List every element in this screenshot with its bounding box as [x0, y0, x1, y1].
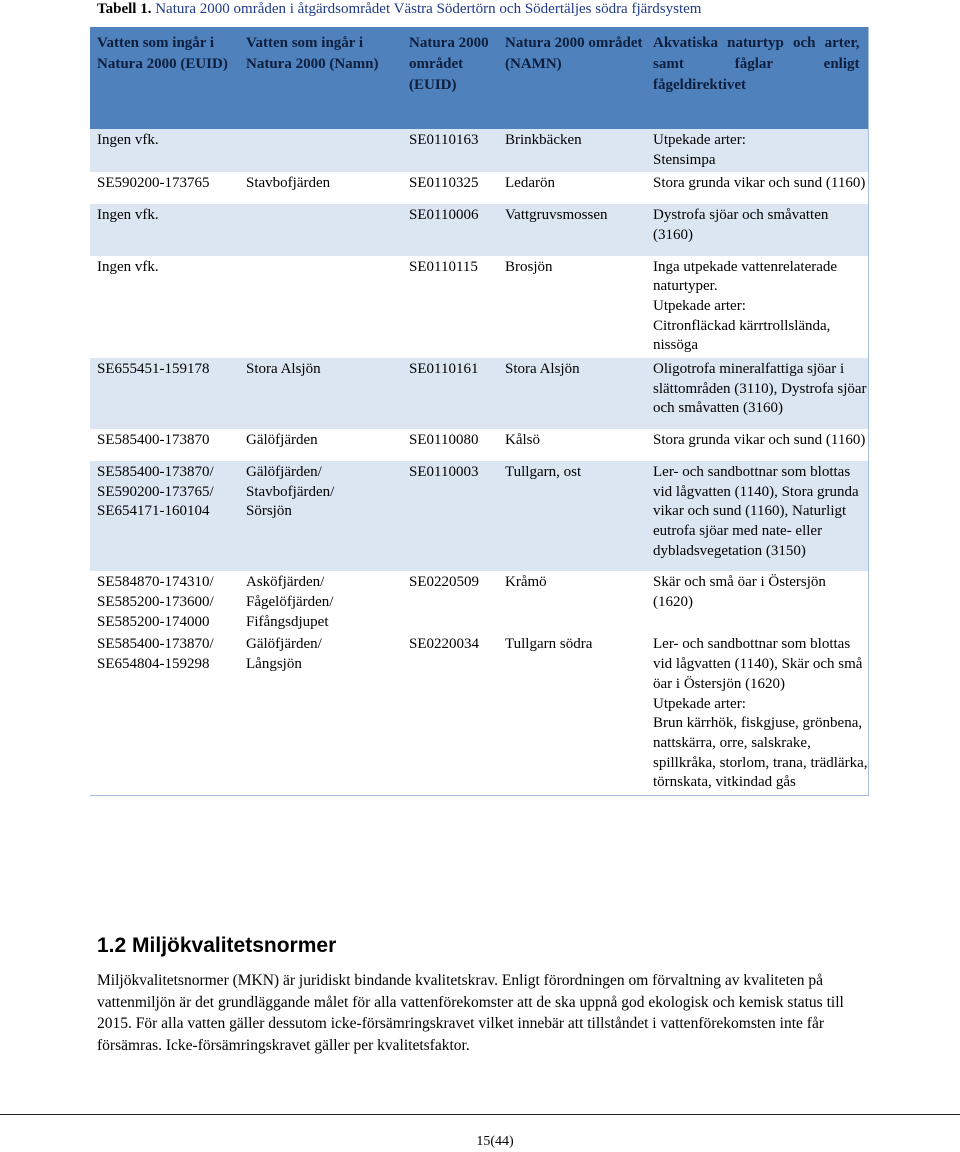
section-paragraph: Miljökvalitetsnormer (MKN) är juridiskt bindande kvalitetskrav. Enligt förordningen om förvaltning av kvaliteten på vattenmiljön är det grundläggande målet för alla vattenförekomster att de ska uppnå god ekologisk och kemisk status till 2015. För alla vatten gäller dessutom icke-försämringskravet vilket innebär att tillståndet i vattenförekomsten inte får försämras. Icke-försämringskravet gäller per kvalitetsfaktor. — [97, 972, 844, 1055]
cell-natura-namn: Tullgarn södra — [505, 636, 593, 653]
cell-natura-euid: SE0110163 — [402, 129, 498, 172]
cell-naturtyp: Stora grunda vikar och sund (1160) — [653, 175, 866, 192]
header-natura-namn: Natura 2000 området (NAMN) — [498, 27, 646, 129]
cell-naturtyp: Inga utpekade vattenrelaterade naturtyper. Utpekade arter: Citronfläckad kärrtrollslända, nissöga — [653, 258, 838, 354]
cell-natura-euid: SE0110006 — [402, 204, 498, 255]
header-naturtyp: Akvatiska naturtyp och arter, samt fåglar enligt fågeldirektivet — [646, 27, 868, 129]
cell-vatten-namn: Asköfjärden/ Fågelöfjärden/ Fifångsdjupet — [246, 574, 334, 630]
header-vatten-euid: Vatten som ingår i Natura 2000 (EUID) — [90, 27, 239, 129]
cell-naturtyp: Ler- och sandbottnar som blottas vid lågvatten (1140), Stora grunda vikar och sund (1160), Naturligt eutrofa sjöar med nate- eller dybladsvegetation (3150) — [646, 461, 868, 572]
cell-vatten-namn: Stavbofjärden — [246, 175, 331, 192]
cell-natura-euid: SE0110115 — [409, 258, 478, 275]
cell-vatten-namn: Gälöfjärden/ Långsjön — [246, 636, 322, 673]
table-row — [90, 172, 868, 204]
table-row — [90, 256, 868, 359]
cell-natura-namn: Stora Alsjön — [498, 358, 646, 429]
table-row — [90, 429, 868, 461]
caption-text: Natura 2000 områden i åtgärdsområdet Västra Södertörn och Södertäljes södra fjärdsystem — [155, 1, 702, 17]
cell-vatten-namn: Gälöfjärden/ Stavbofjärden/ Sörsjön — [239, 461, 402, 572]
cell-vatten-euid: SE585400-173870 — [97, 432, 210, 449]
cell-vatten-euid: SE585400-173870/ SE590200-173765/ SE654171-160104 — [90, 461, 239, 572]
cell-vatten-euid: SE655451-159178 — [90, 358, 239, 429]
cell-naturtyp: Skär och små öar i Östersjön (1620) — [653, 574, 826, 611]
caption-label: Tabell 1. — [97, 1, 152, 17]
table-row — [90, 633, 868, 795]
cell-natura-euid: SE0110161 — [402, 358, 498, 429]
table-row — [90, 204, 868, 255]
cell-vatten-namn: Stora Alsjön — [239, 358, 402, 429]
cell-vatten-euid: SE584870-174310/ SE585200-173600/ SE585200-174000 — [97, 574, 214, 630]
cell-natura-namn: Kråmö — [505, 574, 547, 591]
cell-natura-namn: Vattgruvsmossen — [498, 204, 646, 255]
table-header-row — [90, 27, 868, 129]
cell-naturtyp: Dystrofa sjöar och småvatten (3160) — [646, 204, 868, 255]
cell-vatten-namn — [239, 204, 402, 255]
header-vatten-namn: Vatten som ingår i Natura 2000 (Namn) — [239, 27, 402, 129]
natura-2000-table — [90, 27, 869, 796]
cell-natura-namn: Brosjön — [505, 258, 553, 275]
table-row — [90, 358, 868, 429]
cell-vatten-euid: SE585400-173870/ SE654804-159298 — [97, 636, 214, 673]
cell-naturtyp: Oligotrofa mineralfattiga sjöar i slättområden (3110), Dystrofa sjöar och småvatten (3160) — [646, 358, 868, 429]
cell-vatten-euid: Ingen vfk. — [97, 258, 159, 275]
table-row — [90, 129, 868, 172]
cell-natura-namn: Brinkbäcken — [498, 129, 646, 172]
cell-naturtyp: Utpekade arter: Stensimpa — [646, 129, 868, 172]
header-natura-euid: Natura 2000 området (EUID) — [402, 27, 498, 129]
cell-natura-namn: Ledarön — [505, 175, 555, 192]
cell-natura-euid: SE0110003 — [402, 461, 498, 572]
cell-natura-namn: Kålsö — [505, 432, 540, 449]
table-row — [90, 571, 868, 633]
cell-vatten-namn — [239, 256, 402, 359]
cell-naturtyp: Stora grunda vikar och sund (1160) — [653, 432, 866, 449]
cell-vatten-euid: SE590200-173765 — [97, 175, 210, 192]
section-heading: 1.2 Miljökvalitetsnormer — [97, 934, 337, 957]
table-caption — [97, 0, 701, 18]
footer-rule — [0, 1114, 960, 1115]
cell-natura-euid: SE0220034 — [409, 636, 480, 653]
cell-natura-euid: SE0110325 — [409, 175, 479, 192]
cell-vatten-euid: Ingen vfk. — [90, 129, 239, 172]
cell-vatten-namn — [239, 129, 402, 172]
page-number: 15(44) — [476, 1134, 514, 1149]
cell-vatten-namn: Gälöfjärden — [246, 432, 318, 449]
cell-naturtyp: Ler- och sandbottnar som blottas vid lågvatten (1140), Skär och små öar i Östersjön (1620) Utpekade arter: Brun kärrhök, fiskgjuse, grönbena, nattskärra, orre, salskrake, spillkråka, storlom, trana, trädlärka, törnskata, vitkindad gås — [653, 636, 868, 791]
table-row — [90, 461, 868, 572]
cell-natura-euid: SE0110080 — [409, 432, 479, 449]
cell-natura-euid: SE0220509 — [409, 574, 480, 591]
cell-vatten-euid: Ingen vfk. — [90, 204, 239, 255]
cell-natura-namn: Tullgarn, ost — [498, 461, 646, 572]
